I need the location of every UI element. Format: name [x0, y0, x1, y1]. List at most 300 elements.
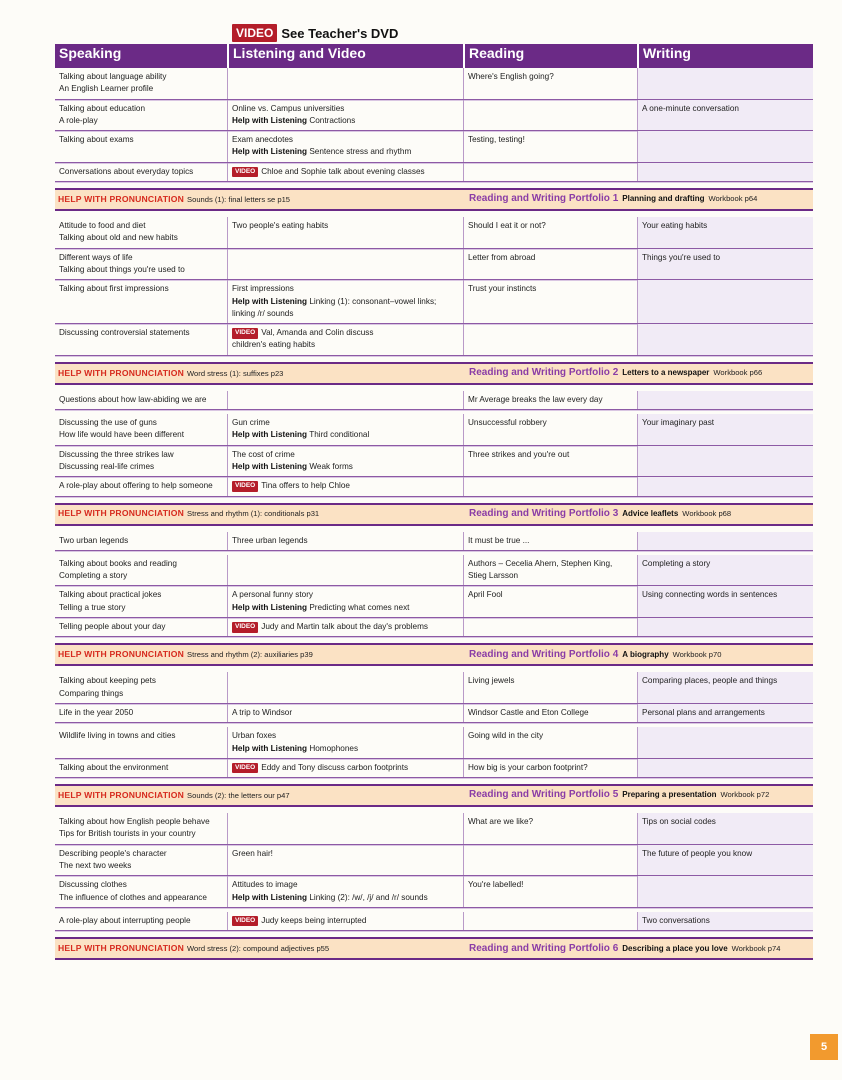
speaking-text: Talking about language ability	[59, 72, 167, 81]
listening-line	[232, 461, 459, 473]
listening-line	[232, 730, 459, 742]
units-container	[55, 68, 813, 960]
listening-cell	[227, 704, 463, 722]
speaking-text: Telling a true story	[59, 602, 126, 612]
writing-text: Two conversations	[642, 915, 710, 925]
listening-cell	[227, 477, 463, 495]
writing-cell	[637, 324, 813, 355]
speaking-cell	[55, 391, 227, 409]
listening-text: Contractions	[309, 115, 356, 125]
reading-text: Letter from abroad	[468, 252, 536, 262]
reading-text: Living jewels	[468, 676, 515, 686]
speaking-cell	[55, 586, 227, 617]
speaking-text: The next two weeks	[59, 860, 132, 870]
portfolio-label: Reading and Writing Portfolio 3	[469, 507, 619, 519]
listening-line	[232, 535, 459, 547]
table-header	[55, 44, 813, 68]
table-row	[55, 217, 813, 249]
speaking-cell	[55, 532, 227, 550]
video-tag: VIDEO	[232, 328, 258, 339]
portfolio-label: Reading and Writing Portfolio 5	[469, 789, 619, 801]
pronunciation-label: HELP WITH PRONUNCIATION	[58, 943, 185, 954]
pronunciation-left	[55, 367, 463, 380]
speaking-text: A role-play about offering to help someone	[59, 481, 213, 491]
listening-text: Gun crime	[232, 418, 270, 428]
pronunciation-band	[55, 188, 813, 211]
pronunciation-left	[55, 789, 463, 802]
workbook-ref: Workbook p68	[682, 508, 732, 518]
listening-text: Eddy and Tony discuss carbon footprints	[261, 762, 409, 772]
portfolio-topic: A biography	[622, 649, 669, 659]
listening-cell	[227, 249, 463, 280]
listening-text: Val, Amanda and Colin discuss	[261, 328, 374, 338]
listening-cell	[227, 813, 463, 844]
table-row	[55, 131, 813, 163]
listening-text: Judy and Martin talk about the day's problems	[261, 622, 429, 632]
listening-line	[232, 602, 459, 614]
listening-cell	[227, 586, 463, 617]
listening-cell	[227, 912, 463, 930]
pronunciation-band	[55, 937, 813, 960]
writing-cell	[637, 813, 813, 844]
speaking-text: Completing a story	[59, 571, 128, 581]
speaking-text: Talking about first impressions	[59, 284, 169, 294]
reading-text: Trust your instincts	[468, 284, 537, 294]
help-with-listening-label: Help with Listening	[232, 602, 308, 612]
reading-cell	[463, 100, 637, 131]
video-tag: VIDEO	[232, 24, 277, 42]
contents-table	[55, 44, 813, 966]
table-row	[55, 163, 813, 182]
listening-text: Judy keeps being interrupted	[261, 915, 367, 925]
table-row	[55, 586, 813, 618]
speaking-cell	[55, 68, 227, 99]
listening-cell	[227, 280, 463, 323]
speaking-text: An English Learner profile	[59, 84, 154, 94]
pronunciation-label: HELP WITH PRONUNCIATION	[58, 367, 185, 378]
speaking-cell	[55, 876, 227, 907]
writing-cell	[637, 280, 813, 323]
speaking-text: Telling people about your day	[59, 622, 166, 632]
speaking-text: Discussing the use of guns	[59, 418, 157, 428]
listening-line	[232, 879, 459, 891]
table-row	[55, 477, 813, 496]
writing-cell	[637, 249, 813, 280]
writing-text: Things you're used to	[642, 252, 721, 262]
speaking-text: Different ways of life	[59, 252, 133, 262]
speaking-cell	[55, 131, 227, 162]
table-row	[55, 532, 813, 551]
reading-cell	[463, 813, 637, 844]
listening-cell	[227, 446, 463, 477]
listening-line	[232, 480, 459, 492]
writing-text: Your imaginary past	[642, 418, 715, 428]
reading-cell	[463, 414, 637, 445]
speaking-cell	[55, 414, 227, 445]
portfolio-topic: Advice leaflets	[622, 508, 679, 518]
writing-cell	[637, 845, 813, 876]
video-tag: VIDEO	[232, 763, 258, 774]
column-header-speaking: Speaking	[59, 45, 122, 61]
pronunciation-detail: Stress and rhythm (2): auxiliaries p39	[187, 650, 313, 660]
listening-text: Predicting what comes next	[309, 602, 410, 612]
listening-text: Linking (2): /w/, /j/ and /r/ sounds	[309, 892, 428, 902]
speaking-cell	[55, 446, 227, 477]
pronunciation-band	[55, 643, 813, 666]
reading-cell	[463, 446, 637, 477]
listening-text: Weak forms	[309, 461, 353, 471]
portfolio-label: Reading and Writing Portfolio 2	[469, 367, 619, 379]
listening-text: Online vs. Campus universities	[232, 103, 345, 113]
listening-text: Green hair!	[232, 848, 273, 858]
speaking-text: Talking about keeping pets	[59, 676, 156, 686]
listening-line	[232, 115, 459, 127]
speaking-cell	[55, 100, 227, 131]
listening-cell	[227, 324, 463, 355]
listening-line	[232, 848, 459, 860]
pronunciation-label: HELP WITH PRONUNCIATION	[58, 193, 185, 204]
speaking-cell	[55, 704, 227, 722]
writing-cell	[637, 217, 813, 248]
speaking-cell	[55, 324, 227, 355]
listening-line	[232, 743, 459, 755]
reading-cell	[463, 131, 637, 162]
reading-text: Three strikes and you're out	[468, 449, 570, 459]
pronunciation-left	[55, 507, 463, 520]
reading-cell	[463, 532, 637, 550]
listening-line	[232, 417, 459, 429]
speaking-cell	[55, 555, 227, 586]
pronunciation-left	[55, 193, 463, 206]
listening-text: Homophones	[309, 743, 359, 753]
reading-cell	[463, 555, 637, 586]
table-row	[55, 100, 813, 132]
help-with-listening-label: Help with Listening	[232, 743, 308, 753]
reading-cell	[463, 912, 637, 930]
writing-cell	[637, 759, 813, 777]
listening-line	[232, 762, 459, 774]
reading-text: How big is your carbon footprint?	[468, 762, 588, 772]
reading-text: Authors – Cecelia Ahern, Stephen King,	[468, 558, 613, 568]
listening-text: Third conditional	[309, 430, 370, 440]
table-row	[55, 618, 813, 637]
writing-cell	[637, 586, 813, 617]
listening-text: Tina offers to help Chloe	[261, 481, 350, 491]
pronunciation-detail: Word stress (2): compound adjectives p55	[187, 944, 330, 954]
listening-text: The cost of crime	[232, 449, 295, 459]
listening-cell	[227, 100, 463, 131]
table-row	[55, 759, 813, 778]
pronunciation-detail: Word stress (1): suffixes p23	[187, 368, 284, 378]
speaking-text: Questions about how law-abiding we are	[59, 394, 207, 404]
writing-cell	[637, 131, 813, 162]
reading-text: It must be true ...	[468, 535, 530, 545]
speaking-text: Talking about exams	[59, 135, 134, 145]
writing-cell	[637, 912, 813, 930]
reading-text: April Fool	[468, 590, 503, 600]
writing-text: A one-minute conversation	[642, 103, 739, 113]
speaking-cell	[55, 280, 227, 323]
listening-line	[232, 308, 459, 320]
writing-cell	[637, 414, 813, 445]
reading-cell	[463, 586, 637, 617]
pronunciation-band	[55, 503, 813, 526]
workbook-ref: Workbook p66	[713, 368, 763, 378]
listening-cell	[227, 618, 463, 636]
speaking-cell	[55, 249, 227, 280]
writing-cell	[637, 477, 813, 495]
listening-cell	[227, 672, 463, 703]
listening-cell	[227, 876, 463, 907]
speaking-text: How life would have been different	[59, 430, 185, 440]
table-row	[55, 555, 813, 587]
help-with-listening-label: Help with Listening	[232, 430, 308, 440]
help-with-listening-label: Help with Listening	[232, 296, 308, 306]
speaking-cell	[55, 217, 227, 248]
table-row	[55, 280, 813, 324]
writing-cell	[637, 391, 813, 409]
table-row	[55, 391, 813, 410]
reading-cell	[463, 391, 637, 409]
listening-text: A personal funny story	[232, 590, 314, 600]
reading-cell	[463, 163, 637, 181]
reading-cell	[463, 845, 637, 876]
speaking-cell	[55, 477, 227, 495]
table-row	[55, 727, 813, 759]
listening-line	[232, 621, 459, 633]
reading-cell	[463, 324, 637, 355]
reading-cell	[463, 672, 637, 703]
speaking-text: Talking about the environment	[59, 762, 169, 772]
table-row	[55, 813, 813, 845]
listening-line	[232, 589, 459, 601]
speaking-cell	[55, 618, 227, 636]
reading-cell	[463, 704, 637, 722]
listening-cell	[227, 391, 463, 409]
writing-cell	[637, 446, 813, 477]
portfolio-right	[463, 649, 813, 661]
listening-line	[232, 707, 459, 719]
writing-text: Your eating habits	[642, 221, 708, 231]
listening-cell	[227, 727, 463, 758]
help-with-listening-label: Help with Listening	[232, 461, 308, 471]
portfolio-topic: Planning and drafting	[622, 194, 705, 204]
reading-cell	[463, 280, 637, 323]
pronunciation-detail: Stress and rhythm (1): conditionals p31	[187, 509, 320, 519]
reading-text: Should I eat it or not?	[468, 221, 546, 231]
pronunciation-left	[55, 942, 463, 955]
portfolio-right	[463, 789, 813, 801]
help-with-listening-label: Help with Listening	[232, 115, 308, 125]
reading-cell	[463, 759, 637, 777]
listening-text: First impressions	[232, 284, 294, 294]
speaking-text: Tips for British tourists in your country	[59, 829, 196, 839]
reading-text: Stieg Larsson	[468, 571, 519, 581]
writing-cell	[637, 704, 813, 722]
table-row	[55, 672, 813, 704]
reading-text: Windsor Castle and Eton College	[468, 707, 589, 717]
reading-cell	[463, 68, 637, 99]
listening-cell	[227, 68, 463, 99]
listening-text: A trip to Windsor	[232, 707, 293, 717]
writing-cell	[637, 68, 813, 99]
writing-cell	[637, 876, 813, 907]
portfolio-topic: Describing a place you love	[622, 943, 728, 953]
reading-text: Unsuccessful robbery	[468, 418, 547, 428]
listening-line	[232, 296, 459, 308]
speaking-text: Discussing clothes	[59, 880, 127, 890]
listening-line	[232, 915, 459, 927]
listening-text: Linking (1): consonant–vowel links;	[309, 296, 437, 306]
listening-line	[232, 339, 459, 351]
video-tag: VIDEO	[232, 167, 258, 178]
speaking-cell	[55, 727, 227, 758]
pronunciation-band	[55, 784, 813, 807]
reading-text: Mr Average breaks the law every day	[468, 394, 603, 404]
reading-cell	[463, 249, 637, 280]
listening-cell	[227, 414, 463, 445]
portfolio-topic: Letters to a newspaper	[622, 368, 710, 378]
table-row	[55, 324, 813, 356]
listening-text: Chloe and Sophie talk about evening classes	[261, 166, 425, 176]
teacher-dvd-note	[232, 24, 398, 42]
speaking-cell	[55, 912, 227, 930]
speaking-cell	[55, 813, 227, 844]
listening-cell	[227, 845, 463, 876]
speaking-text: Comparing things	[59, 688, 124, 698]
listening-text: Sentence stress and rhythm	[309, 147, 412, 157]
portfolio-label: Reading and Writing Portfolio 6	[469, 942, 619, 954]
speaking-text: A role-play	[59, 115, 98, 125]
speaking-cell	[55, 845, 227, 876]
table-row	[55, 876, 813, 908]
listening-cell	[227, 163, 463, 181]
writing-cell	[637, 163, 813, 181]
reading-text: Testing, testing!	[468, 135, 525, 145]
listening-cell	[227, 217, 463, 248]
listening-cell	[227, 532, 463, 550]
reading-text: You're labelled!	[468, 880, 524, 890]
reading-cell	[463, 618, 637, 636]
portfolio-right	[463, 193, 813, 205]
listening-line	[232, 220, 459, 232]
writing-text: Personal plans and arrangements	[642, 707, 765, 717]
speaking-cell	[55, 163, 227, 181]
listening-line	[232, 429, 459, 441]
writing-cell	[637, 555, 813, 586]
speaking-text: A role-play about interrupting people	[59, 915, 191, 925]
listening-line	[232, 146, 459, 158]
listening-text: children's eating habits	[232, 340, 316, 350]
speaking-text: Talking about books and reading	[59, 558, 177, 568]
speaking-text: Attitude to food and diet	[59, 221, 146, 231]
table-row	[55, 912, 813, 931]
speaking-text: The influence of clothes and appearance	[59, 892, 207, 902]
pronunciation-band	[55, 362, 813, 385]
table-row	[55, 446, 813, 478]
listening-line	[232, 134, 459, 146]
help-with-listening-label: Help with Listening	[232, 147, 308, 157]
reading-cell	[463, 876, 637, 907]
portfolio-topic: Preparing a presentation	[622, 790, 717, 800]
speaking-text: Talking about things you're used to	[59, 264, 185, 274]
table-row	[55, 414, 813, 446]
speaking-text: Talking about how English people behave	[59, 817, 210, 827]
reading-text: Going wild in the city	[468, 731, 544, 741]
speaking-text: Life in the year 2050	[59, 707, 134, 717]
column-header-writing: Writing	[637, 44, 813, 68]
help-with-listening-label: Help with Listening	[232, 892, 308, 902]
workbook-ref: Workbook p70	[672, 649, 722, 659]
reading-text: Where's English going?	[468, 72, 554, 81]
reading-cell	[463, 727, 637, 758]
listening-line	[232, 283, 459, 295]
listening-line	[232, 449, 459, 461]
listening-line	[232, 103, 459, 115]
writing-cell	[637, 727, 813, 758]
column-header-listening-video: Listening and Video	[227, 44, 463, 68]
workbook-ref: Workbook p74	[731, 943, 781, 953]
listening-line	[232, 327, 459, 339]
reading-text: What are we like?	[468, 817, 534, 827]
listening-line	[232, 166, 459, 178]
speaking-text: Talking about practical jokes	[59, 590, 162, 600]
writing-text: Completing a story	[642, 558, 711, 568]
writing-cell	[637, 100, 813, 131]
speaking-text: Wildlife living in towns and cities	[59, 731, 176, 741]
workbook-ref: Workbook p64	[708, 194, 758, 204]
listening-text: linking /r/ sounds	[232, 308, 294, 318]
pronunciation-detail: Sounds (1): final letters se p15	[187, 194, 291, 204]
speaking-text: Discussing real-life crimes	[59, 461, 155, 471]
writing-text: Tips on social codes	[642, 817, 716, 827]
pronunciation-label: HELP WITH PRONUNCIATION	[58, 649, 185, 660]
listening-text: Exam anecdotes	[232, 135, 293, 145]
writing-cell	[637, 532, 813, 550]
speaking-text: Talking about education	[59, 103, 146, 113]
listening-cell	[227, 555, 463, 586]
listening-cell	[227, 759, 463, 777]
listening-cell	[227, 131, 463, 162]
listening-text: Three urban legends	[232, 535, 308, 545]
video-tag: VIDEO	[232, 481, 258, 492]
speaking-text: Talking about old and new habits	[59, 233, 178, 243]
column-header-reading: Reading	[463, 44, 637, 68]
listening-text: Urban foxes	[232, 731, 277, 741]
portfolio-label: Reading and Writing Portfolio 1	[469, 193, 619, 205]
writing-cell	[637, 672, 813, 703]
table-row	[55, 845, 813, 877]
speaking-text: Discussing controversial statements	[59, 328, 190, 338]
pronunciation-left	[55, 648, 463, 661]
reading-cell	[463, 217, 637, 248]
table-row	[55, 249, 813, 281]
pronunciation-label: HELP WITH PRONUNCIATION	[58, 508, 185, 519]
portfolio-right	[463, 367, 813, 379]
writing-text: Using connecting words in sentences	[642, 590, 778, 600]
speaking-cell	[55, 672, 227, 703]
speaking-text: Two urban legends	[59, 535, 129, 545]
speaking-text: Discussing the three strikes law	[59, 449, 174, 459]
writing-text: Comparing places, people and things	[642, 676, 778, 686]
listening-line	[232, 892, 459, 904]
speaking-cell	[55, 759, 227, 777]
writing-cell	[637, 618, 813, 636]
listening-text: Two people's eating habits	[232, 221, 329, 231]
pronunciation-label: HELP WITH PRONUNCIATION	[58, 789, 185, 800]
workbook-ref: Workbook p72	[720, 790, 770, 800]
speaking-text: Describing people's character	[59, 848, 167, 858]
